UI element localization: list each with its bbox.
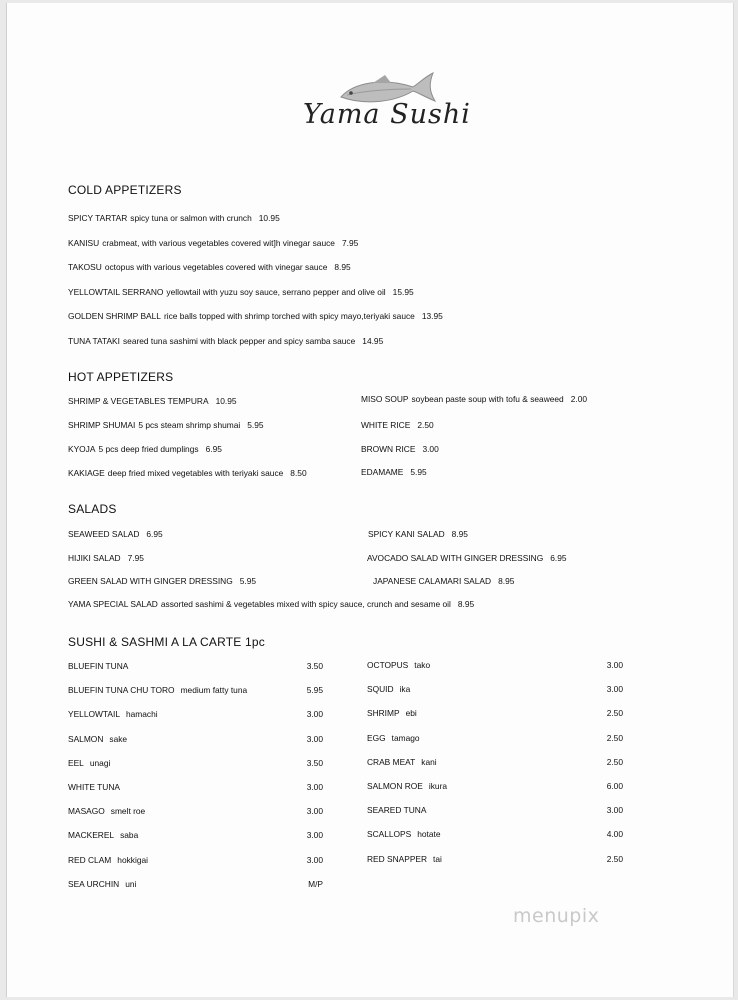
restaurant-logo bbox=[297, 71, 471, 151]
item-name: SPICY TARTAR bbox=[68, 213, 128, 223]
menu-item bbox=[367, 829, 441, 839]
menu-item bbox=[68, 599, 474, 609]
item-description: ika bbox=[399, 684, 411, 695]
item-name: SEA URCHIN bbox=[68, 878, 120, 889]
menu-item bbox=[68, 262, 351, 272]
item-description: hamachi bbox=[125, 709, 158, 720]
menu-item bbox=[367, 733, 420, 743]
menu-item bbox=[68, 734, 127, 744]
menu-item bbox=[68, 238, 358, 248]
item-price: 3.00 bbox=[306, 830, 323, 841]
menu-item bbox=[367, 708, 417, 718]
item-price: 10.95 bbox=[258, 213, 280, 223]
menu-item bbox=[68, 685, 247, 695]
item-description: smelt roe bbox=[110, 806, 146, 817]
item-description: tamago bbox=[391, 732, 420, 743]
item-name: SHRIMP bbox=[367, 708, 400, 719]
item-price: 3.00 bbox=[306, 733, 323, 744]
item-price: 3.00 bbox=[606, 684, 623, 695]
logo-wordmark: Yama Sushi bbox=[303, 99, 471, 130]
menu-item bbox=[361, 444, 439, 454]
menu-item bbox=[368, 529, 468, 539]
menu-item bbox=[68, 336, 383, 346]
item-description: octopus with various vegetables covered with vinegar sauce bbox=[104, 262, 328, 272]
item-name: YELLOWTAIL SERRANO bbox=[68, 286, 164, 297]
item-price: 3.00 bbox=[306, 854, 323, 865]
item-name: SCALLOPS bbox=[367, 829, 412, 840]
item-name: OCTOPUS bbox=[367, 660, 409, 670]
item-name: SHRIMP & VEGETABLES TEMPURA bbox=[68, 396, 209, 406]
item-price: 3.50 bbox=[306, 661, 323, 671]
item-price: 3.00 bbox=[306, 709, 323, 720]
menu-item bbox=[367, 684, 410, 694]
item-price: 15.95 bbox=[392, 286, 414, 297]
item-price: 5.95 bbox=[247, 420, 264, 430]
menu-item bbox=[68, 830, 138, 840]
menu-item bbox=[68, 468, 307, 478]
item-description: spicy tuna or salmon with crunch bbox=[130, 213, 252, 223]
item-price: 5.95 bbox=[239, 576, 257, 586]
item-price: 2.50 bbox=[606, 853, 623, 864]
cold-appetizers-title: COLD APPETIZERS bbox=[68, 183, 182, 197]
watermark: menupix bbox=[513, 905, 600, 927]
item-name: BLUEFIN TUNA CHU TORO bbox=[68, 685, 175, 696]
item-description: 5 pcs steam shrimp shumai bbox=[138, 420, 241, 430]
item-name: EGG bbox=[367, 732, 386, 743]
item-name: SHRIMP SHUMAI bbox=[68, 420, 136, 430]
item-description: hotate bbox=[417, 829, 441, 840]
item-description: sake bbox=[109, 733, 128, 744]
item-price: 7.95 bbox=[127, 552, 144, 563]
item-name: WHITE RICE bbox=[361, 420, 411, 430]
menu-item bbox=[68, 782, 120, 792]
menu-item bbox=[367, 781, 447, 791]
item-price: 3.00 bbox=[306, 806, 323, 817]
item-price: 6.95 bbox=[205, 444, 222, 454]
salads-title: SALADS bbox=[68, 502, 117, 516]
item-price: M/P bbox=[308, 878, 323, 889]
item-price: 3.00 bbox=[306, 782, 323, 792]
item-price: 8.50 bbox=[290, 468, 307, 478]
item-name: TUNA TATAKI bbox=[68, 335, 120, 346]
item-name: JAPANESE CALAMARI SALAD bbox=[373, 576, 492, 586]
item-description: 5 pcs deep fried dumplings bbox=[98, 444, 199, 454]
item-price: 2.50 bbox=[606, 756, 623, 767]
item-price: 3.00 bbox=[606, 805, 623, 816]
menu-item bbox=[68, 806, 145, 816]
item-price: 2.00 bbox=[570, 394, 588, 404]
item-price: 5.95 bbox=[410, 467, 427, 477]
item-price: 3.50 bbox=[306, 757, 323, 768]
menu-item bbox=[68, 661, 128, 671]
item-name: YELLOWTAIL bbox=[68, 709, 120, 720]
item-description: medium fatty tuna bbox=[180, 685, 248, 696]
item-name: BLUEFIN TUNA bbox=[68, 661, 129, 671]
item-price: 10.95 bbox=[215, 396, 237, 406]
item-description: tai bbox=[433, 853, 442, 864]
item-name: KAKIAGE bbox=[68, 468, 105, 478]
item-description: soybean paste soup with tofu & seaweed bbox=[411, 394, 564, 404]
menu-item bbox=[68, 553, 144, 563]
menu-item bbox=[68, 758, 110, 768]
item-name: BROWN RICE bbox=[361, 444, 416, 454]
item-description: saba bbox=[120, 830, 139, 841]
item-name: KYOJA bbox=[68, 444, 96, 454]
item-description: hokkigai bbox=[117, 854, 149, 865]
item-price: 2.50 bbox=[606, 708, 623, 719]
item-price: 4.00 bbox=[606, 829, 623, 840]
item-description: assorted sashimi & vegetables mixed with spicy sauce, crunch and sesame oil bbox=[160, 599, 451, 609]
item-name: YAMA SPECIAL SALAD bbox=[68, 599, 158, 609]
menu-item bbox=[68, 396, 237, 406]
menu-item bbox=[68, 213, 280, 223]
menu-item bbox=[68, 855, 148, 865]
item-price: 6.00 bbox=[606, 781, 623, 791]
menu-item bbox=[68, 311, 443, 321]
item-name: RED CLAM bbox=[68, 854, 112, 865]
item-description: tako bbox=[414, 660, 431, 670]
menu-page bbox=[6, 3, 734, 997]
item-name: SEAWEED SALAD bbox=[68, 529, 140, 539]
item-description: unagi bbox=[89, 757, 111, 768]
item-name: SALMON ROE bbox=[367, 781, 423, 791]
item-price: 13.95 bbox=[421, 311, 443, 321]
item-description: ikura bbox=[428, 781, 448, 791]
menu-item bbox=[68, 444, 222, 454]
item-description: deep fried mixed vegetables with teriyaki sauce bbox=[107, 468, 284, 478]
item-price: 6.95 bbox=[146, 529, 163, 539]
menu-item bbox=[68, 709, 158, 719]
item-price: 8.95 bbox=[457, 599, 475, 609]
menu-item bbox=[367, 660, 430, 670]
item-name: SALMON bbox=[68, 733, 104, 744]
item-name: MISO SOUP bbox=[361, 394, 409, 404]
item-name: SQUID bbox=[367, 684, 394, 695]
item-name: WHITE TUNA bbox=[68, 782, 120, 792]
item-name: KANISU bbox=[68, 237, 100, 248]
menu-item bbox=[68, 879, 136, 889]
item-name: EEL bbox=[68, 757, 84, 768]
item-name: GOLDEN SHRIMP BALL bbox=[68, 311, 161, 321]
item-description: rice balls topped with shrimp torched with spicy mayo,teriyaki sauce bbox=[163, 311, 415, 321]
item-name: SEARED TUNA bbox=[367, 805, 427, 816]
item-price: 2.50 bbox=[606, 732, 623, 743]
menu-item bbox=[68, 576, 256, 586]
item-description: yellowtail with yuzu soy sauce, serrano pepper and olive oil bbox=[166, 286, 386, 297]
item-description: crabmeat, with various vegetables covered wit]h vinegar sauce bbox=[102, 237, 335, 248]
item-name: CRAB MEAT bbox=[367, 756, 416, 767]
item-name: HIJIKI SALAD bbox=[68, 552, 121, 563]
sushi-sashimi-title: SUSHI & SASHMI A LA CARTE 1pc bbox=[68, 635, 265, 649]
menu-item bbox=[367, 854, 442, 864]
item-name: AVOCADO SALAD WITH GINGER DRESSING bbox=[367, 552, 544, 563]
item-name: MACKEREL bbox=[68, 830, 115, 841]
item-price: 6.95 bbox=[550, 552, 567, 563]
menu-item bbox=[68, 529, 163, 539]
item-price: 8.95 bbox=[451, 529, 468, 539]
item-description: seared tuna sashimi with black pepper and spicy samba sauce bbox=[122, 335, 356, 346]
hot-appetizers-title: HOT APPETIZERS bbox=[68, 370, 174, 384]
item-name: RED SNAPPER bbox=[367, 853, 428, 864]
item-price: 8.95 bbox=[498, 576, 515, 586]
menu-item bbox=[361, 394, 587, 404]
item-description: ebi bbox=[405, 708, 417, 719]
item-name: GREEN SALAD WITH GINGER DRESSING bbox=[68, 576, 233, 586]
item-name: TAKOSU bbox=[68, 262, 102, 272]
menu-item bbox=[68, 287, 414, 297]
item-price: 14.95 bbox=[362, 335, 384, 346]
item-price: 7.95 bbox=[341, 237, 359, 248]
menu-item bbox=[373, 576, 514, 586]
menu-item bbox=[361, 420, 434, 430]
item-name: SPICY KANI SALAD bbox=[368, 529, 445, 539]
menu-item bbox=[367, 805, 426, 815]
item-price: 8.95 bbox=[334, 262, 351, 272]
item-description: kani bbox=[421, 756, 437, 767]
menu-item bbox=[367, 553, 567, 563]
item-name: MASAGO bbox=[68, 806, 105, 817]
item-price: 2.50 bbox=[417, 420, 434, 430]
item-description: uni bbox=[125, 878, 137, 889]
menu-item bbox=[361, 467, 427, 477]
item-price: 3.00 bbox=[422, 444, 439, 454]
item-price: 3.00 bbox=[606, 660, 623, 670]
menu-item bbox=[367, 757, 437, 767]
item-price: 5.95 bbox=[306, 685, 323, 696]
item-name: EDAMAME bbox=[361, 467, 404, 477]
menu-item bbox=[68, 420, 264, 430]
